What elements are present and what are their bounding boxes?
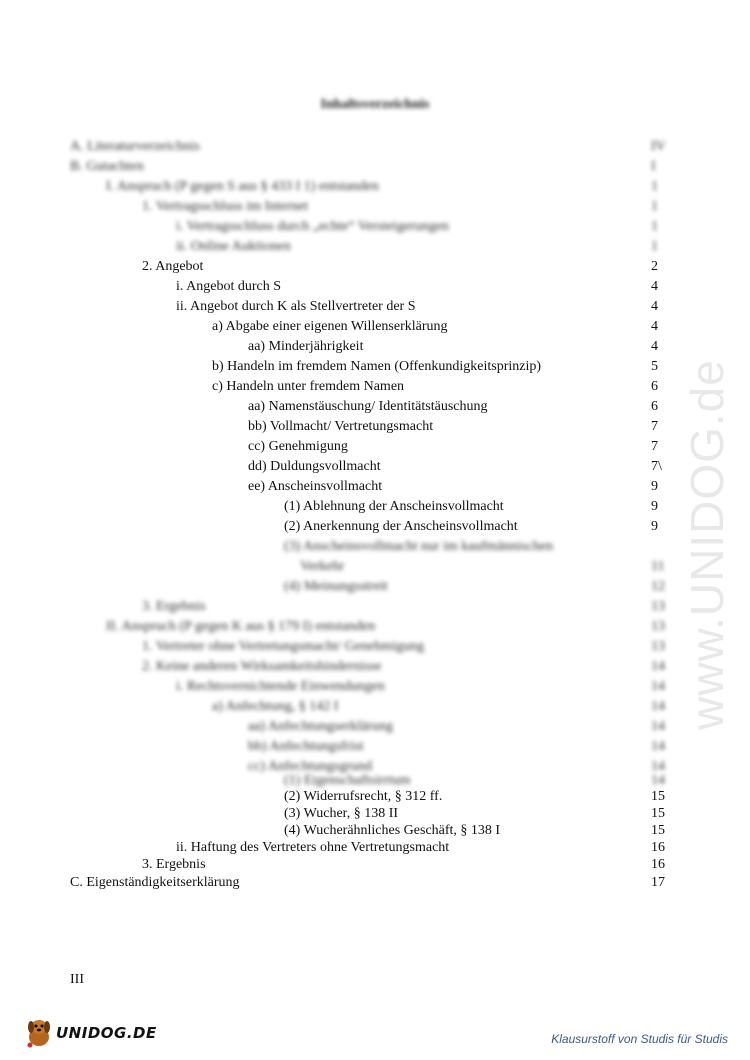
toc-entry-title: bb) Vollmacht/ Vertretungsmacht	[248, 419, 434, 434]
toc-entry-page: 16	[651, 840, 665, 855]
toc-entry-title: (4) Wucherähnliches Geschäft, § 138 I	[284, 823, 501, 838]
toc-entry	[0, 498, 750, 516]
toc-entry	[0, 788, 750, 806]
toc-entry-page: 4	[651, 319, 658, 334]
toc-entry-page: 15	[651, 789, 665, 804]
toc-entry	[0, 874, 750, 892]
toc-entry-page: 7\	[651, 459, 662, 474]
toc-entry-title: 1. Vertreter ohne Vertretungsmacht/ Genehmigung	[142, 639, 425, 654]
toc-entry-title: cc) Anfechtungsgrund	[248, 759, 373, 774]
toc-entry	[0, 458, 750, 476]
brand-logo	[24, 1015, 157, 1051]
toc-entry	[0, 298, 750, 316]
toc-entry-title: A. Literaturverzeichnis	[70, 139, 200, 154]
toc-entry	[0, 258, 750, 276]
toc-entry-page: 14	[651, 719, 665, 734]
toc-entry	[0, 218, 750, 236]
toc-entry-title: aa) Namenstäuschung/ Identitätstäuschung	[248, 399, 488, 414]
toc-entry-page: I	[651, 159, 656, 174]
toc-entry-title: (1) Eigenschaftsirrtum	[284, 773, 411, 788]
toc-entry	[0, 839, 750, 857]
toc-entry-title: 1. Vertragsschluss im Internet	[142, 199, 309, 214]
toc-entry-title: bb) Anfechtungsfrist	[248, 739, 364, 754]
toc-entry	[0, 718, 750, 736]
toc-entry-title: 3. Ergebnis	[142, 857, 206, 872]
toc-entry-page: 7	[651, 419, 658, 434]
toc-entry-page: 12	[651, 579, 665, 594]
toc-entry-title: c) Handeln unter fremdem Namen	[212, 379, 405, 394]
toc-entry-page: 14	[651, 679, 665, 694]
toc-entry-title: (3) Anscheinsvollmacht nur im kaufmännischen	[284, 539, 554, 554]
toc-entry	[0, 638, 750, 656]
toc-entry	[0, 598, 750, 616]
toc-entry-page: IV	[651, 139, 666, 154]
toc-entry-page: 6	[651, 379, 658, 394]
toc-entry-title: ii. Angebot durch K als Stellvertreter der S	[176, 299, 416, 314]
toc-entry-title: i. Vertragsschluss durch „echte“ Versteigerungen	[176, 219, 449, 234]
toc-entry	[0, 698, 750, 716]
toc-entry	[0, 278, 750, 296]
toc-entry-page: 1	[651, 179, 658, 194]
toc-entry	[0, 578, 750, 596]
toc-entry-title: dd) Duldungsvollmacht	[248, 459, 381, 474]
toc-entry-title: i. Rechtsvernichtende Einwendungen	[176, 679, 385, 694]
tagline: Klausurstoff von Studis für Studis	[551, 1032, 728, 1046]
toc-entry	[0, 358, 750, 376]
toc-entry	[0, 418, 750, 436]
toc-entry	[0, 478, 750, 496]
toc-entry-title: 2. Angebot	[142, 259, 204, 274]
toc-entry-title: I. Anspruch (P gegen S aus § 433 I 1) entstanden	[106, 179, 379, 194]
toc-entry	[0, 805, 750, 823]
toc-entry-page: 5	[651, 359, 658, 374]
toc-entry-page: 4	[651, 339, 658, 354]
toc-entry-page: 7	[651, 439, 658, 454]
toc-entry-title: aa) Anfechtungserklärung	[248, 719, 393, 734]
toc-entry-title: cc) Genehmigung	[248, 439, 348, 454]
toc-entry-page: 14	[651, 739, 665, 754]
toc-entry-page: 1	[651, 219, 658, 234]
toc-entry-title: (3) Wucher, § 138 II	[284, 806, 399, 821]
toc-entry-title: C. Eigenständigkeitserklärung	[70, 875, 240, 890]
toc-entry	[0, 738, 750, 756]
toc-entry-page: 1	[651, 239, 658, 254]
toc-entry-title: ii. Online Auktionen	[176, 239, 291, 254]
watermark-text: www.UNIDOG.de	[681, 359, 733, 730]
toc-entry-page: 1	[651, 199, 658, 214]
toc-entry-title: ee) Anscheinsvollmacht	[248, 479, 383, 494]
toc-entry-title: 2. Keine anderen Wirksamkeitshindernisse	[142, 659, 382, 674]
toc-entry-page: 2	[651, 259, 658, 274]
toc-entry-page: 14	[651, 659, 665, 674]
toc-entry-title: i. Angebot durch S	[176, 279, 281, 294]
toc-entry-page: 11	[651, 559, 665, 574]
toc-entry-title: (4) Meinungsstreit	[284, 579, 388, 594]
toc-entry-title: a) Anfechtung, § 142 I	[212, 699, 339, 714]
toc-entry	[0, 318, 750, 336]
toc-entry-title: B. Gutachten	[70, 159, 144, 174]
toc-entry-page: 6	[651, 399, 658, 414]
toc-entry-page: 9	[651, 479, 658, 494]
toc-entry-page: 17	[651, 875, 665, 890]
toc-entry-title: aa) Minderjährigkeit	[248, 339, 364, 354]
toc-entry-page: 9	[651, 499, 658, 514]
toc-entry-title: 3. Ergebnis	[142, 599, 206, 614]
toc-entry	[0, 618, 750, 636]
toc-entry-title: b) Handeln im fremdem Namen (Offenkundigkeitsprinzip)	[212, 359, 542, 374]
toc-entry	[0, 178, 750, 196]
dog-icon	[24, 1017, 54, 1049]
toc-entry	[0, 518, 750, 536]
page-number: III	[70, 972, 84, 987]
toc-entry-page: 4	[651, 279, 658, 294]
toc-entry-page: 14	[651, 773, 665, 788]
toc-entry	[0, 658, 750, 676]
toc-entry	[0, 558, 750, 576]
toc-entry	[0, 438, 750, 456]
toc-entry-page: 15	[651, 823, 665, 838]
toc-entry	[0, 238, 750, 256]
toc-entry	[0, 138, 750, 156]
toc-entry	[0, 398, 750, 416]
toc-entry-title: ii. Haftung des Vertreters ohne Vertretungsmacht	[176, 840, 450, 855]
toc-entry-page: 13	[651, 599, 665, 614]
toc-entry-title: II. Anspruch (P gegen K aus § 179 I) entstanden	[106, 619, 376, 634]
toc-entry	[0, 198, 750, 216]
toc-entry-title: Verkehr	[300, 559, 345, 574]
toc-entry	[0, 378, 750, 396]
brand-name: UNIDOG.DE	[56, 1024, 157, 1042]
toc-entry-page: 14	[651, 699, 665, 714]
toc-entry-page: 9	[651, 519, 658, 534]
toc-entry-page: 13	[651, 619, 665, 634]
toc-entry	[0, 538, 750, 556]
toc-entry	[0, 338, 750, 356]
toc-entry-title: (1) Ablehnung der Anscheinsvollmacht	[284, 499, 504, 514]
page-title: Inhaltsverzeichnis	[320, 97, 430, 112]
toc-entry	[0, 856, 750, 874]
toc-entry-page: 15	[651, 806, 665, 821]
toc-entry-title: a) Abgabe einer eigenen Willenserklärung	[212, 319, 448, 334]
toc-entry-page: 13	[651, 639, 665, 654]
toc-entry-page: 4	[651, 299, 658, 314]
toc-entry-title: (2) Widerrufsrecht, § 312 ff.	[284, 789, 443, 804]
toc-entry	[0, 158, 750, 176]
toc-entry	[0, 678, 750, 696]
toc-entry-page: 14	[651, 759, 665, 774]
toc-entry	[0, 822, 750, 840]
toc-entry-title: (2) Anerkennung der Anscheinsvollmacht	[284, 519, 518, 534]
toc-entry-page: 16	[651, 857, 665, 872]
